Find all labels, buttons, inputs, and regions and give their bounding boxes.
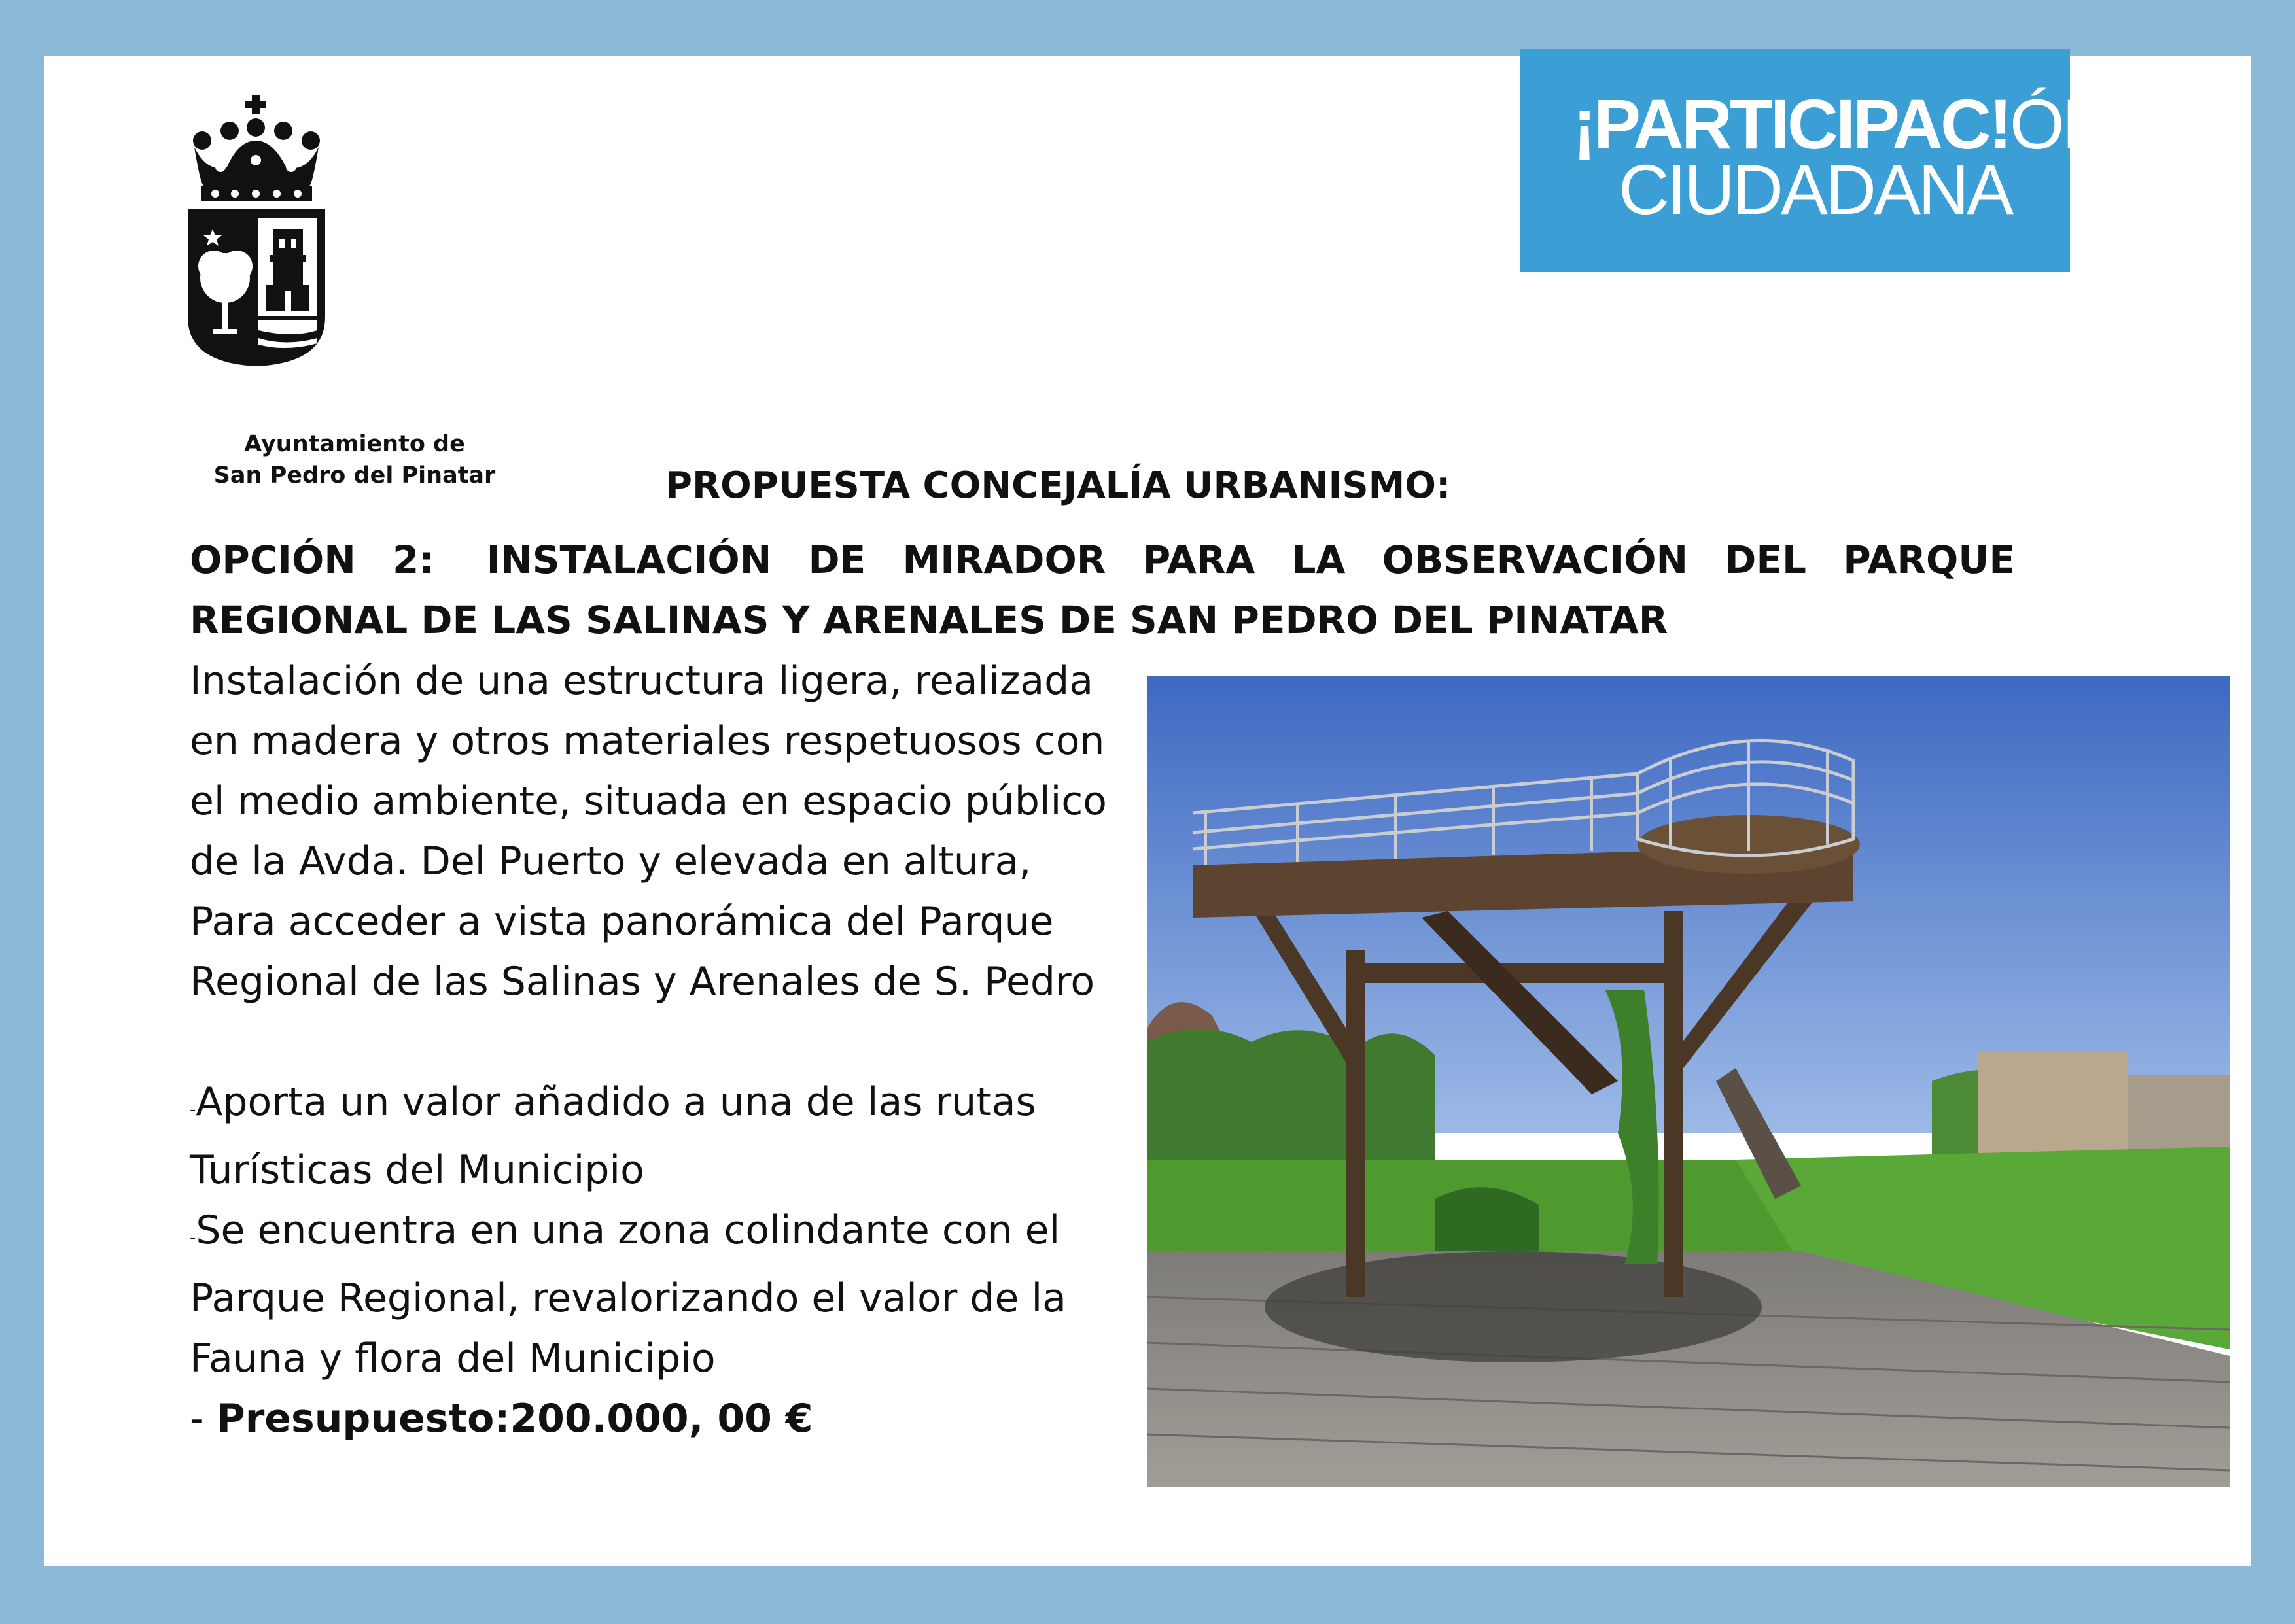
bullet-2-line3: Fauna y flora del Municipio bbox=[190, 1336, 716, 1381]
municipality-line1: Ayuntamiento de bbox=[244, 431, 465, 457]
description-line: Para acceder a vista panorámica del Parque bbox=[190, 899, 1054, 944]
bullet-dash: - bbox=[190, 1228, 196, 1248]
bullet-2-line2: Parque Regional, revalorizando el valor de la bbox=[190, 1275, 1066, 1321]
budget-value: Presupuesto:200.000, 00 € bbox=[216, 1396, 813, 1442]
option-title-text: INSTALACIÓN DE MIRADOR PARA LA OBSERVACIÓN DEL PARQUE REGIONAL DE LAS SALINAS Y ARENALES DE SAN PEDRO DEL PINATAR bbox=[190, 538, 2015, 642]
bullet-2 bbox=[190, 1200, 1191, 1268]
municipal-logo bbox=[175, 95, 496, 489]
description bbox=[190, 651, 1191, 1449]
page-heading: PROPUESTA CONCEJALÍA URBANISMO: bbox=[665, 464, 1451, 507]
budget-prefix: - bbox=[190, 1396, 217, 1442]
bullet-1-line1: Aporta un valor añadido a una de las rutas bbox=[196, 1079, 1036, 1125]
coat-of-arms-icon bbox=[175, 95, 338, 370]
option-label: OPCIÓN 2: bbox=[190, 538, 434, 582]
description-line: de la Avda. Del Puerto y elevada en altura, bbox=[190, 838, 1032, 884]
option-title bbox=[190, 530, 2015, 650]
bullet-dash: - bbox=[190, 1100, 196, 1120]
viewpoint-tower-photo bbox=[1147, 676, 2230, 1487]
description-line: Regional de las Salinas y Arenales de S. Pedro bbox=[190, 959, 1095, 1005]
banner-line1-light: ÓN bbox=[2009, 84, 2111, 164]
participation-banner bbox=[1520, 49, 2111, 272]
banner-line2: CIUDADANA bbox=[1619, 150, 2012, 229]
bullet-1-line2: Turísticas del Municipio bbox=[190, 1147, 644, 1193]
page bbox=[44, 56, 2251, 1566]
description-line: en madera y otros materiales respetuosos con bbox=[190, 718, 1105, 764]
description-line: Instalación de una estructura ligera, realizada bbox=[190, 658, 1093, 704]
bullet-2-line1: Se encuentra en una zona colindante con el bbox=[196, 1207, 1060, 1253]
viewpoint-photo bbox=[1147, 676, 2230, 1487]
municipality-name bbox=[207, 428, 502, 491]
description-line: el medio ambiente, situada en espacio público bbox=[190, 778, 1107, 824]
municipality-line2: San Pedro del Pinatar bbox=[213, 462, 496, 489]
banner-line1-bold: ¡PARTICIPAC! bbox=[1573, 84, 2010, 164]
budget-line bbox=[190, 1389, 1191, 1449]
bullet-1 bbox=[190, 1072, 1191, 1140]
